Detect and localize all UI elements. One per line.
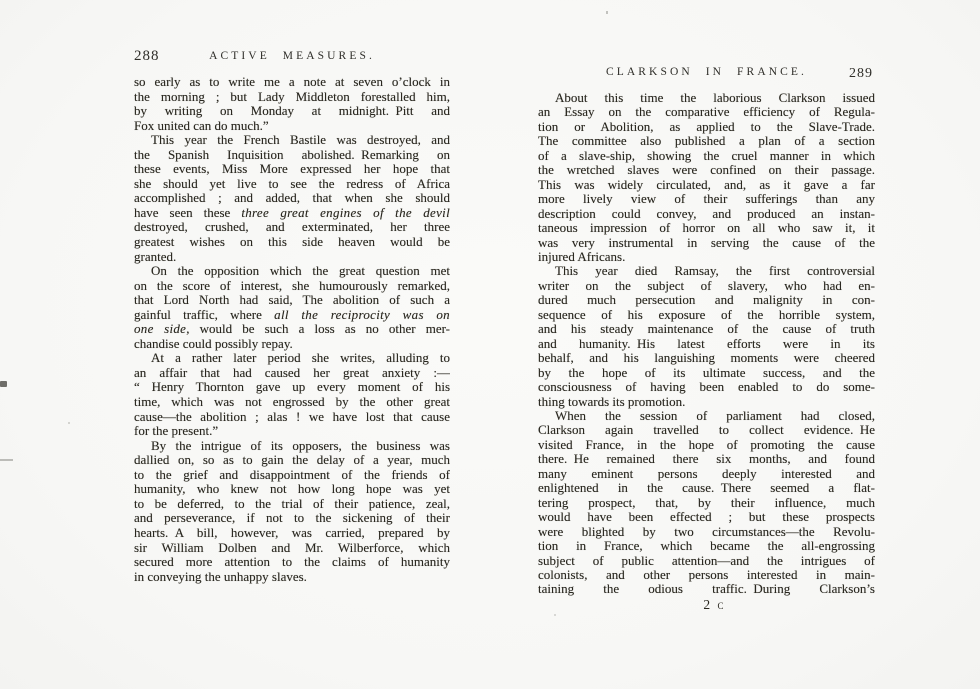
text-line: were blighted by two circumstances—the Revolu-	[538, 524, 875, 539]
text-line: behalf, and his languishing moments were cheered	[538, 351, 875, 366]
text-line: one side, would be such a loss as no other mer-	[134, 322, 450, 337]
text-line: greatest wishes on this side heaven would be	[134, 235, 450, 250]
text-line: these events, Miss More expressed her hope that	[134, 162, 450, 177]
right-page-number: 289	[849, 66, 873, 81]
text-line: visited France, in the hope of promoting the cause	[538, 437, 875, 452]
text-line: more lively view of their sufferings than any	[538, 192, 875, 207]
left-page-header	[134, 50, 450, 66]
text-line: Clarkson again travelled to collect evidence. He	[538, 423, 875, 438]
text-line: tion or Abolition, as applied to the Slave-Trade.	[538, 119, 875, 134]
text-line: taining the odious traffic. During Clarkson’s	[538, 582, 875, 597]
text-line: and his steady maintenance of the cause of truth	[538, 322, 875, 337]
text-line: description could convey, and produced an instan-	[538, 206, 875, 221]
text-line: When the session of parliament had closed,	[555, 408, 875, 423]
left-text-block	[134, 75, 450, 584]
text-line: on the score of interest, she humourously remarked,	[134, 278, 450, 293]
text-line: in conveying the unhappy slaves.	[134, 569, 307, 584]
text-line: About this time the laborious Clarkson issued	[555, 91, 875, 105]
text-line: granted.	[134, 249, 177, 264]
text-line: by the hope of its ultimate success, and the	[538, 365, 875, 380]
text-line: of a slave-ship, showing the cruel manner in which	[538, 148, 875, 163]
text-line: secured more attention to the claims of humanity	[134, 555, 450, 570]
text-line: injured Africans.	[538, 249, 626, 264]
text-line: tering prospect, that, by their influence, much	[538, 495, 875, 510]
text-line: This year died Ramsay, the first controversial	[555, 264, 875, 279]
scan-speck	[606, 11, 608, 14]
text-line: hearts. A bill, however, was carried, prepared by	[134, 525, 450, 540]
text-line: This was widely circulated, and, as it gave a far	[538, 177, 875, 192]
text-line: humanity, who knew not how long hope was yet	[134, 482, 450, 497]
text-line: dallied on, so as to gain the delay of a year, much	[134, 453, 450, 468]
text-line: enlightened in the cause. There seemed a flat-	[538, 481, 875, 496]
text-line: This year the French Bastile was destroyed, and	[151, 133, 450, 148]
text-line: time, which was not engrossed by the other great	[134, 395, 450, 410]
text-line: consciousness of having been enabled to do some-	[538, 380, 875, 395]
text-line: taneous impression of horror on all who saw it, it	[538, 221, 875, 236]
right-page-header	[538, 66, 875, 82]
text-line: many eminent persons deeply interested and	[538, 466, 875, 481]
text-line: chandise could possibly repay.	[134, 336, 293, 351]
scan-speck	[68, 422, 70, 424]
text-line: an Essay on the comparative efficiency of Regula-	[538, 105, 875, 120]
text-line: by writing on Monday at midnight. Pitt and	[134, 104, 450, 119]
signature-mark: 2 c	[703, 597, 726, 612]
text-line: sir William Dolben and Mr. Wilberforce, which	[134, 540, 450, 555]
scan-speck	[0, 381, 7, 387]
left-page-number: 288	[134, 48, 160, 64]
text-line: thing towards its promotion.	[538, 394, 686, 409]
text-line: tion in France, which became the all-engrossing	[538, 539, 875, 554]
text-line: for the present.”	[134, 424, 219, 439]
text-line: On the opposition which the great question met	[151, 264, 450, 279]
text-line: an affair that had caused her great anxiety :—	[134, 365, 450, 380]
text-line: was very instrumental in serving the cause of the	[538, 235, 875, 250]
text-line: subject of public attention—and the intrigues of	[538, 553, 875, 568]
text-line: to be deferred, to the trial of their patience, zeal,	[134, 496, 450, 511]
text-line: she should yet live to see the redress of Africa	[134, 176, 450, 191]
text-line: the Spanish Inquisition abolished. Remarking on	[134, 147, 450, 162]
text-line: gainful traffic, where all the reciprocity was on	[134, 307, 450, 322]
text-line: The committee also published a plan of a section	[538, 134, 875, 149]
scan-speck	[554, 614, 556, 616]
text-line: would have been effected ; but these prospects	[538, 510, 875, 525]
text-line: By the intrigue of its opposers, the business was	[151, 438, 450, 453]
text-line: and humanity. His latest efforts were in its	[538, 336, 875, 351]
text-line: have seen these three great engines of the devil	[134, 205, 450, 220]
text-line: Fox united can do much.”	[134, 118, 269, 133]
right-text-block	[538, 91, 875, 597]
text-line: dured much persecution and malignity in con-	[538, 293, 875, 308]
scan-speck	[0, 459, 13, 461]
left-running-head: ACTIVE MEASURES.	[209, 50, 375, 62]
text-line: sequence of his exposure of the horrible system,	[538, 307, 875, 322]
text-line: that Lord North had said, The abolition of such a	[134, 293, 450, 308]
text-line: colonists, and other persons interested in main-	[538, 567, 875, 582]
text-line: “ Henry Thornton gave up every moment of his	[134, 380, 450, 395]
text-line: so early as to write me a note at seven o’clock in	[134, 75, 450, 89]
text-line: to the grief and disappointment of the friends of	[134, 467, 450, 482]
text-line: writer on the subject of slavery, who had en-	[538, 278, 875, 293]
text-line: destroyed, crushed, and exterminated, her three	[134, 220, 450, 235]
text-line: there. He remained there six months, and found	[538, 452, 875, 467]
text-line: the morning ; but Lady Middleton forestalled him,	[134, 89, 450, 104]
text-line: At a rather later period she writes, alluding to	[151, 351, 450, 366]
text-line: accomplished ; and added, that when she should	[134, 191, 450, 206]
right-running-head: CLARKSON IN FRANCE.	[605, 66, 807, 78]
text-line: and perseverance, if not to the sickening of their	[134, 511, 450, 526]
text-line: cause—the abolition ; alas ! we have lost that cause	[134, 409, 450, 424]
text-line: the wretched slaves were confined on their passage.	[538, 163, 875, 178]
